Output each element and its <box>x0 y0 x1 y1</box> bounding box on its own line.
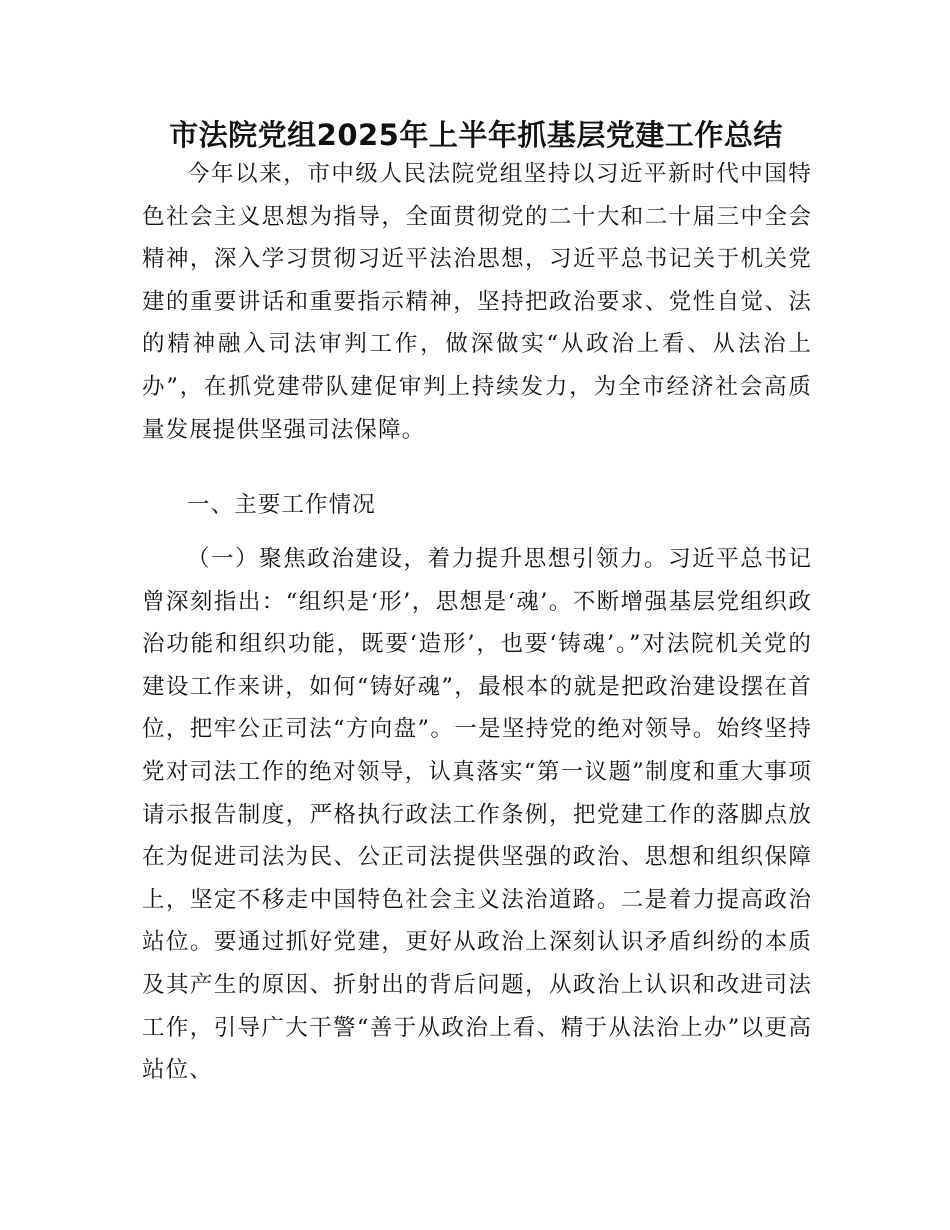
section-paragraph: （一）聚焦政治建设，着力提升思想引领力。习近平总书记曾深刻指出：“组织是‘形’，思想是‘魂’。不断增强基层党组织政治功能和组织功能，既要‘造形’，也要‘铸魂’。”对法院机关党的建设工作来讲，如何“铸好魂”，最根本的就是把政治建设摆在首位，把牢公正司法“方向盘”。一是坚持党的绝对领导。始终坚持党对司法工作的绝对领导，认真落实“第一议题”制度和重大事项请示报告制度，严格执行政法工作条例，把党建工作的落脚点放在为促进司法为民、公正司法提供坚强的政治、思想和组织保障上，坚定不移走中国特色社会主义法治道路。二是着力提高政治站位。要通过抓好党建，更好从政治上深刻认识矛盾纠纷的本质及其产生的原因、折射出的背后问题，从政治上认识和改进司法工作，引导广大干警“善于从政治上看、精于从法治上办”以更高站位、 <box>142 546 812 1084</box>
document-title: 市法院党组2025年上半年抓基层党建工作总结 <box>169 118 783 152</box>
section-heading: 一、主要工作情况 <box>187 492 376 518</box>
intro-paragraph: 今年以来，市中级人民法院党组坚持以习近平新时代中国特色社会主义思想为指导，全面贯彻党的二十大和二十届三中全会精神，深入学习贯彻习近平法治思想，习近平总书记关于机关党建的重要讲话和重要指示精神，坚持把政治要求、党性自觉、法的精神融入司法审判工作，做深做实“从政治上看、从法治上办”，在抓党建带队建促审判上持续发力，为全市经济社会高质量发展提供坚强司法保障。 <box>142 161 812 443</box>
